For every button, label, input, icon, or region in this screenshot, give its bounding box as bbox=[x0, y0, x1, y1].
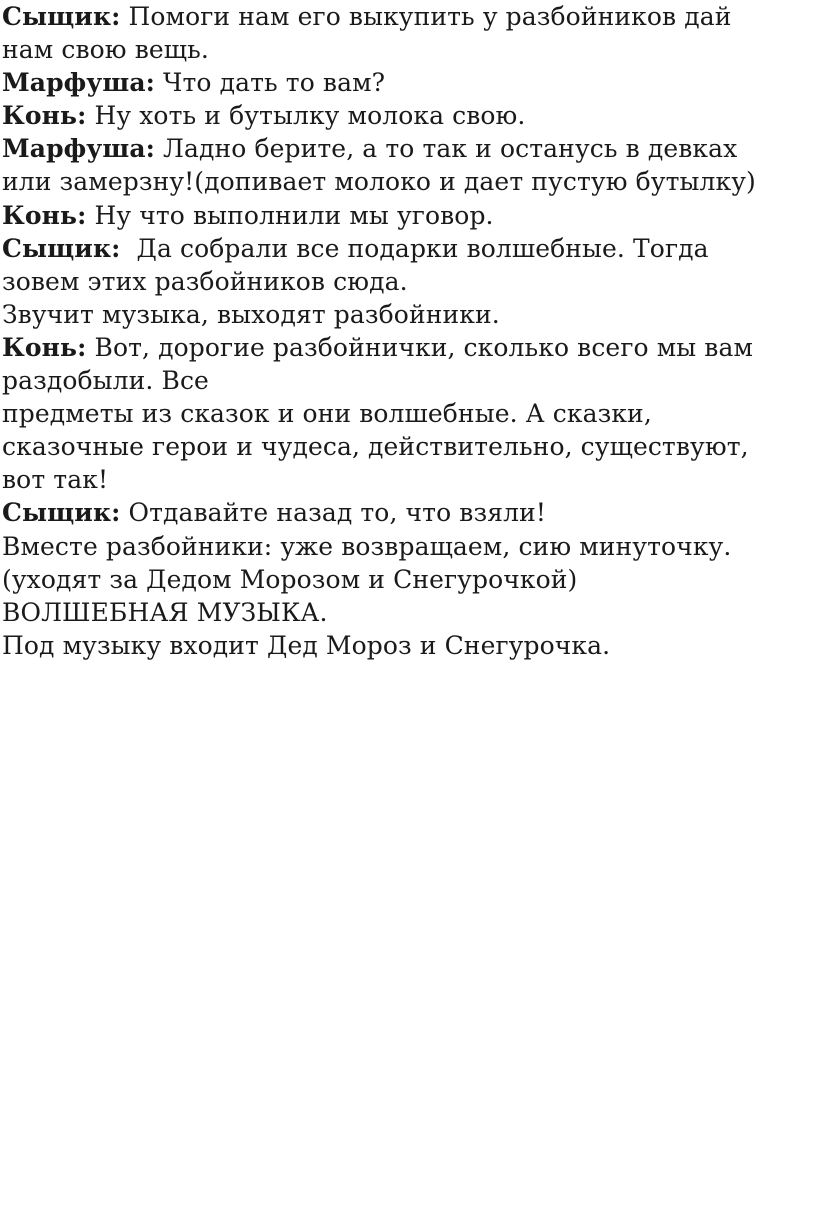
speaker-name: Конь: bbox=[2, 200, 87, 230]
script-line bbox=[2, 265, 812, 298]
line-text: Помоги нам его выкупить у разбойников дай bbox=[120, 2, 732, 31]
line-text: или замерзну!(допивает молоко и дает пустую бутылку) bbox=[2, 167, 756, 197]
script-line bbox=[2, 199, 812, 232]
line-text: ВОЛШЕБНАЯ МУЗЫКА. bbox=[2, 597, 328, 627]
script-text bbox=[2, 0, 812, 662]
script-line bbox=[2, 0, 812, 33]
script-line bbox=[2, 232, 812, 265]
script-line bbox=[2, 596, 812, 629]
script-line bbox=[2, 298, 812, 331]
speaker-name: Марфуша: bbox=[2, 68, 155, 98]
speaker-name: Конь: bbox=[2, 101, 87, 131]
line-text: (уходят за Дедом Морозом и Снегурочкой) bbox=[2, 564, 578, 594]
line-text: Да собрали все подарки волшебные. Тогда bbox=[120, 233, 709, 263]
line-text: зовем этих разбойников сюда. bbox=[2, 266, 408, 296]
script-line bbox=[2, 66, 812, 99]
line-text: нам свою вещь. bbox=[2, 35, 209, 65]
script-line bbox=[2, 463, 812, 496]
script-line bbox=[2, 364, 812, 397]
speaker-name: Конь: bbox=[2, 332, 87, 362]
line-text: раздобыли. Все bbox=[2, 366, 209, 396]
script-line bbox=[2, 397, 812, 430]
line-text: Ладно берите, а то так и останусь в девках bbox=[155, 134, 738, 164]
speaker-name: Сыщик: bbox=[2, 498, 121, 528]
speaker-name: Сыщик: bbox=[2, 2, 121, 31]
line-text: сказочные герои и чудеса, действительно, существуют, bbox=[2, 432, 749, 462]
line-text: Под музыку входит Дед Мороз и Снегурочка. bbox=[2, 630, 611, 660]
script-line bbox=[2, 132, 812, 165]
line-text: предметы из сказок и они волшебные. А сказки, bbox=[2, 399, 652, 429]
script-line bbox=[2, 33, 812, 66]
speaker-name: Сыщик: bbox=[2, 233, 121, 263]
script-line bbox=[2, 496, 812, 529]
line-text: Ну хоть и бутылку молока свою. bbox=[86, 101, 526, 131]
script-line bbox=[2, 165, 812, 198]
script-line bbox=[2, 430, 812, 463]
line-text: Что дать то вам? bbox=[155, 68, 386, 98]
line-text: Отдавайте назад то, что взяли! bbox=[120, 498, 546, 528]
script-line bbox=[2, 629, 812, 662]
script-line bbox=[2, 563, 812, 596]
line-text: Звучит музыка, выходят разбойники. bbox=[2, 299, 500, 329]
script-line bbox=[2, 99, 812, 132]
line-text: вот так! bbox=[2, 465, 109, 495]
line-text: Вместе разбойники: уже возвращаем, сию минуточку. bbox=[2, 531, 732, 561]
script-line bbox=[2, 530, 812, 563]
speaker-name: Марфуша: bbox=[2, 134, 155, 164]
script-line bbox=[2, 331, 812, 364]
line-text: Ну что выполнили мы уговор. bbox=[86, 200, 494, 230]
line-text: Вот, дорогие разбойнички, сколько всего мы вам bbox=[86, 332, 754, 362]
